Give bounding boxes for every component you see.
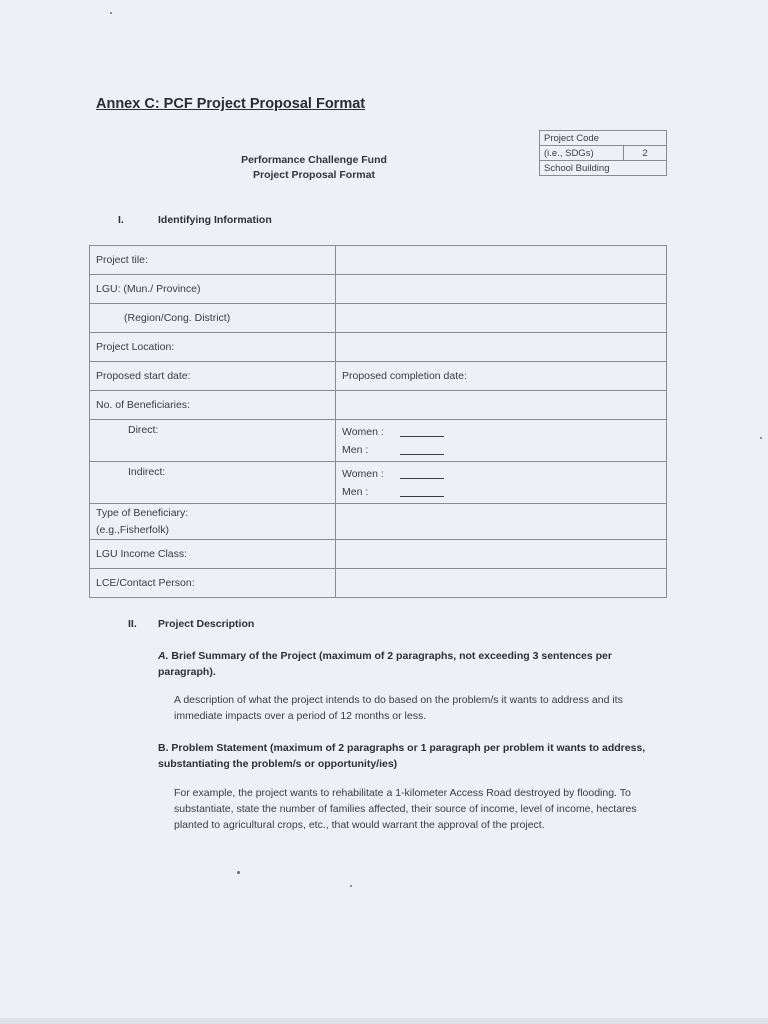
men-label: Men : [342, 485, 369, 498]
direct-women-blank[interactable] [400, 426, 444, 437]
subsection-b-title: Problem Statement (maximum of 2 paragraphs or 1 paragraph per problem it wants to address, substantiating the problem/s or opportunity/ies) [158, 742, 646, 770]
subsection-b-letter: B. [158, 742, 169, 754]
beneficiary-type-line1: Type of Beneficiary: [96, 506, 189, 519]
section-2-number: II. [128, 618, 137, 630]
project-title-label: Project tile: [90, 246, 336, 275]
completion-date-label: Proposed completion date: [336, 362, 667, 391]
subsection-a-letter: A. [158, 650, 169, 662]
start-date-label: Proposed start date: [90, 362, 336, 391]
identifying-info-table [89, 245, 667, 598]
scan-speck [110, 12, 112, 14]
beneficiary-type-line2: (e.g.,Fisherfolk) [96, 523, 169, 536]
scan-speck [237, 871, 240, 874]
indirect-women-row [342, 465, 660, 483]
subsection-b-body: For example, the project wants to rehabilitate a 1-kilometer Access Road destroyed by flooding. To substantiate, state the number of families affected, their source of income, level of income, hectares planted to agricultural crops, etc., that would warrant the approval of the project. [174, 787, 637, 831]
project-location-label: Project Location: [90, 333, 336, 362]
contact-person-label: LCE/Contact Person: [90, 569, 336, 598]
scan-speck [350, 885, 352, 887]
fund-title-line2: Project Proposal Format [253, 169, 375, 181]
beneficiary-type-field[interactable] [336, 504, 667, 540]
men-label: Men : [342, 443, 369, 456]
indirect-breakdown [336, 462, 667, 504]
direct-men-row [342, 441, 660, 459]
section-1-number: I. [118, 214, 124, 226]
beneficiaries-label: No. of Beneficiaries: [90, 391, 336, 420]
indirect-women-blank[interactable] [400, 468, 444, 479]
subsection-a-body: A description of what the project intends to do based on the problem/s it wants to address and its immediate impacts over a period of 12 months or less. [174, 694, 623, 722]
section-1-title: Identifying Information [158, 214, 272, 226]
indirect-men-blank[interactable] [400, 486, 444, 497]
project-code-box [539, 130, 667, 176]
region-field[interactable] [336, 304, 667, 333]
sdg-label: (i.e., SDGs) [540, 146, 624, 161]
lgu-label: LGU: (Mun./ Province) [90, 275, 336, 304]
direct-men-blank[interactable] [400, 444, 444, 455]
direct-breakdown [336, 420, 667, 462]
region-label: (Region/Cong. District) [90, 304, 336, 333]
project-location-field[interactable] [336, 333, 667, 362]
income-class-label: LGU Income Class: [90, 540, 336, 569]
project-category: School Building [540, 161, 667, 176]
subsection-b-heading [158, 740, 648, 772]
section-2-heading [128, 618, 254, 630]
fund-title [200, 153, 428, 183]
indirect-men-row [342, 483, 660, 501]
lgu-field[interactable] [336, 275, 667, 304]
sdg-value: 2 [624, 146, 667, 161]
subsection-a-title: Brief Summary of the Project (maximum of 2 paragraphs, not exceeding 3 sentences per paragraph). [158, 650, 612, 678]
project-code-label: Project Code [540, 131, 667, 146]
section-2-title: Project Description [158, 618, 255, 630]
income-class-field[interactable] [336, 540, 667, 569]
subsection-a-heading [158, 648, 648, 680]
direct-label: Direct: [90, 420, 336, 462]
women-label: Women : [342, 425, 384, 438]
beneficiaries-field[interactable] [336, 391, 667, 420]
page-bottom-edge [0, 1018, 768, 1024]
scan-speck [760, 437, 762, 439]
project-title-field[interactable] [336, 246, 667, 275]
annex-title: Annex C: PCF Project Proposal Format [96, 96, 366, 112]
contact-person-field[interactable] [336, 569, 667, 598]
beneficiary-type-label [90, 504, 336, 540]
indirect-label: Indirect: [90, 462, 336, 504]
section-1-heading [118, 214, 272, 226]
fund-title-line1: Performance Challenge Fund [241, 154, 387, 166]
women-label: Women : [342, 467, 384, 480]
direct-women-row [342, 423, 660, 441]
